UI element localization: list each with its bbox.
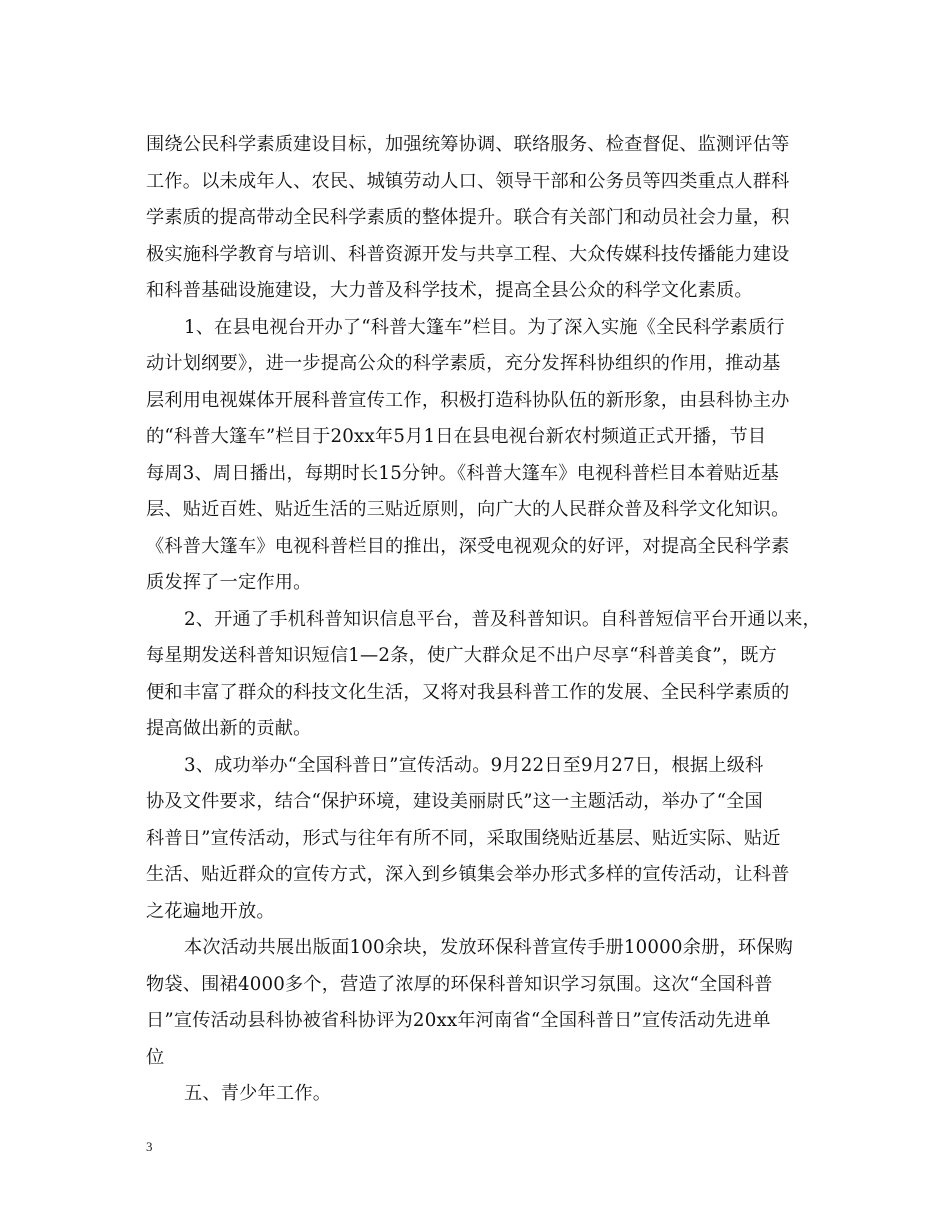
paragraph-item-2 — [146, 602, 826, 748]
text-line: 科普日”宣传活动，形式与往年有所不同，采取围绕贴近基层、贴近实际、贴近 — [146, 827, 781, 849]
text-line: 极实施科学教育与培训、科普资源开发与共享工程、大众传媒科技传播能力建设 — [146, 243, 790, 265]
text-line: 位 — [146, 1046, 165, 1068]
text-line: 《科普大篷车》电视科普栏目的推出，深受电视观众的好评，对提高全民科学素 — [146, 535, 790, 557]
text-line: 2、开通了手机科普知识信息平台，普及科普知识。自科普短信平台开通以来， — [184, 608, 821, 630]
body-text — [146, 127, 826, 1113]
text-line: 日”宣传活动县科协被省科协评为20xx年河南省“全国科普日”宣传活动先进单 — [146, 1010, 771, 1031]
section-heading-5 — [146, 1076, 826, 1113]
text-line: 生活、贴近群众的宣传方式，深入到乡镇集会举办形式多样的宣传活动，让科普 — [146, 864, 790, 885]
text-line: 动计划纲要》，进一步提高公众的科学素质，充分发挥科协组织的作用，推动基 — [146, 353, 781, 374]
paragraph-intro — [146, 127, 826, 310]
text-line: 质发挥了一定作用。 — [146, 572, 312, 593]
page-number: 3 — [146, 1139, 153, 1154]
text-line: 3、成功举办“全国科普日”宣传活动。9月22日至9月27日，根据上级科 — [184, 754, 764, 776]
text-line: 之花遍地开放。 — [146, 900, 275, 922]
text-line: 学素质的提高带动全民科学素质的整体提升。联合有关部门和动员社会力量，积 — [146, 207, 790, 228]
paragraph-item-1 — [146, 310, 826, 602]
text-line: 工作。以未成年人、农民、城镇劳动人口、领导干部和公务员等四类重点人群科 — [146, 170, 790, 192]
paragraph-summary — [146, 930, 826, 1076]
text-line: 提高做出新的贡献。 — [146, 718, 312, 739]
paragraph-item-3 — [146, 748, 826, 931]
text-line: 和科普基础设施建设，大力普及科学技术，提高全县公众的科学文化素质。 — [146, 280, 753, 301]
text-line: 五、青少年工作。 — [184, 1083, 332, 1104]
text-line: 层利用电视媒体开展科普宣传工作，积极打造科协队伍的新形象，由县科协主办 — [146, 389, 790, 411]
text-line: 的“科普大篷车”栏目于20xx年5月1日在县电视台新农村频道正式开播，节目 — [146, 426, 767, 447]
text-line: 便和丰富了群众的科技文化生活，又将对我县科普工作的发展、全民科学素质的 — [146, 681, 790, 703]
text-line: 层、贴近百姓、贴近生活的三贴近原则，向广大的人民群众普及科学文化知识。 — [146, 499, 790, 520]
text-line: 每星期发送科普知识短信1—2条，使广大群众足不出户尽享“科普美食”，既方 — [146, 645, 777, 666]
text-line: 每周3、周日播出，每期时长15分钟。《科普大篷车》电视科普栏目本着贴近基 — [146, 462, 780, 484]
text-line: 1、在县电视台开办了“科普大篷车”栏目。为了深入实施《全民科学素质行 — [184, 316, 785, 338]
text-line: 本次活动共展出版面100余块，发放环保科普宣传手册10000余册，环保购 — [184, 937, 794, 958]
text-line: 围绕公民科学素质建设目标，加强统筹协调、联络服务、检查督促、监测评估等 — [146, 134, 790, 155]
text-line: 协及文件要求，结合“保护环境，建设美丽尉氏”这一主题活动，举办了“全国 — [146, 791, 763, 812]
text-line: 物袋、围裙4000多个，营造了浓厚的环保科普知识学习氛围。这次“全国科普 — [146, 973, 773, 995]
